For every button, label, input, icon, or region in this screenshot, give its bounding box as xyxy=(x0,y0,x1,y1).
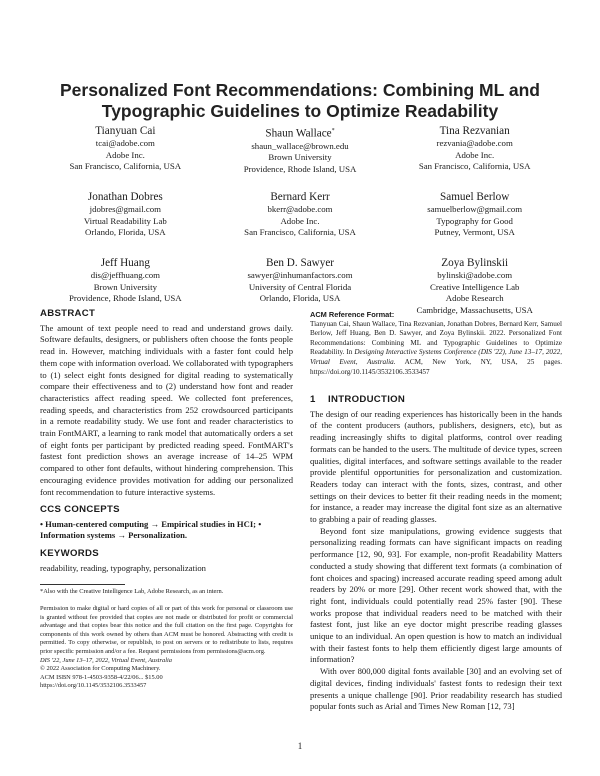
intro-paragraph-1: The design of our reading experiences has historically been in the hands of the content producers (authors, publishers, designers, etc), but as reading increasingly shifts to digital platforms, control over reading formats can be handed to the users. The multitude of device types, screen qualities, digital interfaces, and software settings available to the reader provide plentiful opportunities for personalization and customization. Readers today can interact with the fonts, sizes, contrast, and other settings on their devices to better fit their reading needs in the moment; for instance, a reader may increase the digital font size as an alternative to grabbing a pair of reading glasses. xyxy=(310,408,562,525)
author-name: Jonathan Dobres xyxy=(87,191,163,203)
author-location: Providence, Rhode Island, USA xyxy=(243,163,357,174)
author-entry xyxy=(38,124,213,190)
introduction-section xyxy=(310,394,562,713)
author-email[interactable]: jdobres@gmail.com xyxy=(89,204,162,214)
author-location: San Francisco, California, USA xyxy=(418,161,531,172)
author-email[interactable]: bylinski@adobe.com xyxy=(437,270,513,280)
author-affiliation: Adobe Inc. xyxy=(105,149,145,160)
author-entry xyxy=(38,190,213,256)
doi-link[interactable]: https://doi.org/10.1145/3532106.3533457 xyxy=(40,682,147,690)
ccs-section xyxy=(40,504,293,542)
ccs-concept-2: • Information systems → Personalization. xyxy=(40,518,262,541)
author-name: Tina Rezvanian xyxy=(439,125,510,137)
author-email[interactable]: shaun_wallace@brown.edu xyxy=(251,140,349,151)
intro-paragraph-3: With over 800,000 digital fonts available [30] and an evolving set of digital devices, finding individuals' fastest fonts to redesign their text presents a unique challenge [90]. Prior readability research has studied popular fonts such as Arial and Times New Roman [12, 73] xyxy=(310,666,562,712)
author-location: Orlando, Florida, USA xyxy=(85,227,166,238)
author-location: Providence, Rhode Island, USA xyxy=(69,293,182,304)
acm-reference-tail: ACM, New York, NY, USA, 25 pages. https://doi.org/10.1145/3532106.3533457 xyxy=(310,357,562,376)
copyright-line: © 2022 Association for Computing Machinery. xyxy=(40,665,161,673)
acm-reference-label: ACM Reference Format: xyxy=(310,310,395,319)
author-email[interactable]: dis@jeffhuang.com xyxy=(90,270,160,280)
author-location: Cambridge, Massachusetts, USA xyxy=(416,304,533,315)
author-location: Putney, Vermont, USA xyxy=(434,227,515,238)
author-affiliation: University of Central Florida xyxy=(248,281,352,292)
author-email[interactable]: sawyer@inhumanfactors.com xyxy=(247,270,353,280)
abstract-heading: ABSTRACT xyxy=(40,308,96,319)
abstract-text: The amount of text people need to read and understand grows daily. Software defaults, designers, or publishers often choose the fonts people read in. However, matching individuals with a faster font could help them cope with information overload. We collaborated with typographers to (1) select eight fonts designed for digital reading to systematically compare their effectiveness and to (2) understand how font and reader characteristics affect reading speed. We collected font preferences, reading speeds, and characteristics from 252 crowdsourced participants in a remote readability study. We use font and reader characteristics to train FontMART, a learning to rank model that automatically orders a set of eight fonts per participant by predicted reading speed. FontMART's fastest font prediction shows an average increase of 14–25 WPM compared to other font defaults, without hindering comprehension. This encouraging evidence provides motivation for adding our personalized font recommendation to future interactive systems. xyxy=(40,322,293,497)
introduction-heading: INTRODUCTION xyxy=(328,394,406,405)
author-name: Jeff Huang xyxy=(100,257,150,269)
author-location: San Francisco, California, USA xyxy=(244,227,356,238)
permission-block xyxy=(40,605,293,691)
author-email[interactable]: samuelberlow@gmail.com xyxy=(427,204,523,214)
author-name: Zoya Bylinskii xyxy=(441,257,509,269)
author-name: Samuel Berlow xyxy=(440,191,510,203)
acm-reference xyxy=(310,310,562,377)
permission-text: Permission to make digital or hard copies of all or part of this work for personal or classroom use is granted without fee provided that copies are not made or distributed for profit or commercial advantage and that copies bear this notice and the full citation on the first page. Copyrights for components of this work owned by others than ACM must be honored. Abstracting with credit is permitted. To copy otherwise, or republish, to post on servers or to redistribute to lists, requires prior specific permission and/or a fee. Request permissions from permissions@acm.org. xyxy=(40,605,293,655)
author-affiliation: Typography for Good xyxy=(436,215,513,226)
author-email[interactable]: rezvania@adobe.com xyxy=(436,138,513,148)
author-row xyxy=(38,190,562,256)
author-block xyxy=(38,124,562,322)
author-footnote-mark: * xyxy=(331,128,335,134)
keywords-text: readability, reading, typography, personalization xyxy=(40,562,206,573)
title-line-2: Typographic Guidelines to Optimize Readability xyxy=(101,101,499,121)
author-footnote: *Also with the Creative Intelligence Lab, Adobe Research, as an intern. xyxy=(40,588,224,595)
author-affiliation: Adobe Inc. xyxy=(280,215,320,226)
acm-reference-text: Tianyuan Cai, Shaun Wallace, Tina Rezvanian, Jonathan Dobres, Bernard Kerr, Samuel Berlow, Jeff Huang, Ben D. Sawyer, and Zoya Bylinskii. 2022. Personalized Font Recommendations: Combining ML and Typographic Guidelines to Optimize Readability. In xyxy=(310,319,562,357)
author-affiliation: Virtual Readability Lab xyxy=(83,215,167,226)
ccs-heading: CCS CONCEPTS xyxy=(40,504,120,515)
author-entry xyxy=(213,190,388,256)
author-email[interactable]: tcai@adobe.com xyxy=(95,138,155,148)
author-entry xyxy=(387,190,562,256)
title-line-1: Personalized Font Recommendations: Combining ML and xyxy=(60,80,540,100)
author-affiliation: Adobe Inc. xyxy=(455,149,495,160)
section-number: 1 xyxy=(310,394,316,405)
author-name: Shaun Wallace xyxy=(265,127,332,140)
keywords-section xyxy=(40,548,293,574)
author-name: Ben D. Sawyer xyxy=(265,257,335,269)
author-affiliation-2: Adobe Research xyxy=(445,293,504,304)
footnote-rule xyxy=(40,584,125,585)
author-row xyxy=(38,124,562,190)
author-location: San Francisco, California, USA xyxy=(69,161,182,172)
author-affiliation: Creative Intelligence Lab xyxy=(429,281,520,292)
author-name: Tianyuan Cai xyxy=(95,125,156,137)
intro-paragraph-2: Beyond font size manipulations, growing evidence suggests that personalizing reading formats can have significant impacts on reading performance [12, 90, 93]. For example, non-profit Readability Matters conducted a study showing that different text formats (a combination of font choices and spacing) increased accurate reading speed among adult readers by 20% or more [29]. Other recent work showed that, with the right font, individuals could potentially read 25% faster [90]. These works propose that individual readers need to be matched with their fastest font, just like an eye doctor might prescribe reading glasses unique to an individual. An open question is how to match an individual with their fastest fonts to help them efficiently digest large amounts of information? xyxy=(310,525,562,665)
paper-title xyxy=(40,80,560,122)
author-entry xyxy=(213,124,388,190)
keywords-heading: KEYWORDS xyxy=(40,548,99,559)
author-email[interactable]: bkerr@adobe.com xyxy=(267,204,333,214)
author-location: Orlando, Florida, USA xyxy=(259,293,341,304)
author-affiliation: Brown University xyxy=(93,281,157,292)
isbn-line: ACM ISBN 978-1-4503-9358-4/22/06... $15.00 xyxy=(40,673,163,681)
author-name: Bernard Kerr xyxy=(270,191,330,203)
author-affiliation: Brown University xyxy=(268,152,332,163)
author-entry xyxy=(387,124,562,190)
conference-line: DIS '22, June 13–17, 2022, Virtual Event, Australia xyxy=(40,656,172,664)
acm-reference-venue: Designing Interactive Systems Conference (DIS '22), June 13–17, 2022, Virtual Event, Australia. xyxy=(310,348,562,366)
ccs-concept-1: • Human-centered computing → Empirical studies in HCI; xyxy=(40,518,257,529)
abstract-section xyxy=(40,308,293,498)
page-number: 1 xyxy=(297,741,303,751)
